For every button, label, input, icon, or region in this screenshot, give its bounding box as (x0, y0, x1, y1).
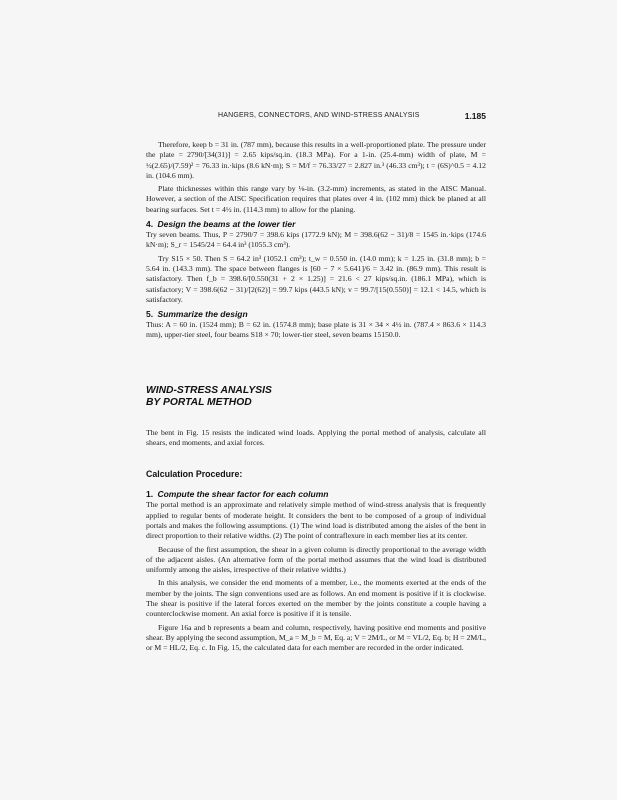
page-body (146, 140, 486, 657)
page-number: 1.185 (464, 111, 486, 121)
paragraph-try-seven-beams: Try seven beams. Thus, P = 2790/7 = 398.6 kips (1772.9 kN); M = 398.6(62 − 31)/8 = 1545 in.·kips (174.6 kN·m); S_r = 1545/24 = 64.4 in³ (1055.3 cm³). (146, 230, 486, 250)
running-head: HANGERS, CONNECTORS, AND WIND-STRESS ANALYSIS (218, 112, 420, 119)
step-1-heading (146, 489, 486, 499)
step-1-title: Compute the shear factor for each column (157, 489, 329, 500)
step-1-number: 1. (146, 489, 154, 500)
step-5-title: Summarize the design (157, 309, 248, 320)
paragraph-first-assumption: Because of the first assumption, the shear in a given column is directly proportional to the average width of the adjacent aisles. (An alternative form of the portal method assumes that the wind load is distributed uniformly among the aisles, irrespective of their relative widths.) (146, 544, 486, 575)
paragraph-figure-16: Figure 16a and b represents a beam and column, respectively, having positive end moments and positive shear. By applying the second assumption, M_a = M_b = M, Eq. a; V = 2M/L, or M = VL/2, Eq. b; H = 2M/L, or M = HL/2, Eq. c. In Fig. 15, the calculated data for each member are recorded in the order indicated. (146, 622, 486, 653)
page-header (146, 112, 486, 126)
paragraph-portal-method: The portal method is an approximate and relatively simple method of wind-stress analysis that is frequently applied to regular bents of moderate height. It considers the bent to be composed of a group of individual portals and makes the following assumptions. (1) The wind load is distributed among the aisles of the bent in direct proportion to their relative widths. (2) The point of contraflexure in each member lies at its center. (146, 500, 486, 541)
paragraph-plate-thickness: Plate thicknesses within this range vary by ⅛-in. (3.2-mm) increments, as stated in the AISC Manual. However, a section of the AISC Specification requires that plates over 4 in. (102 mm) thick be planed at all bearing surfaces. Set t = 4½ in. (114.3 mm) to allow for the planing. (146, 184, 486, 214)
step-4-number: 4. (146, 219, 154, 230)
paragraph-plate-width: Therefore, keep b = 31 in. (787 mm), because this results in a well-proportioned plate. The pressure under the plate = 2790/[34(31)] = 2.65 kips/sq.in. (18.3 MPa). For a 1-in. (25.4-mm) width of plate, M = ½(2.65)/(7.59)² = 76.33 in.·kips (8.6 kN·m); S = M/f = 76.33/27 = 2.827 in.³ (46.33 cm³); t = (6S)^0.5 = 4.12 in. (104.6 mm). (146, 140, 486, 180)
section-intro: The bent in Fig. 15 resists the indicated wind loads. Applying the portal method of analysis, calculate all shears, end moments, and axial forces. (146, 427, 486, 448)
procedure-title: Calculation Procedure: (146, 469, 243, 480)
step-5-number: 5. (146, 309, 154, 320)
paragraph-end-moments: In this analysis, we consider the end moments of a member, i.e., the moments exerted at the ends of the member by the joints. The sign conventions used are as follows. An end moment is positive if it is clockwise. The shear is positive if the lateral forces exerted on the member by the joints constitute a couple having a counterclockwise moment. An axial force is positive if it is tensile. (146, 578, 486, 619)
section-title (146, 385, 486, 410)
section-title-line-1: WIND-STRESS ANALYSIS (146, 384, 272, 396)
paragraph-try-s15: Try S15 × 50. Then S = 64.2 in³ (1052.1 cm³); t_w = 0.550 in. (14.0 mm); k = 1.25 in. (31.8 mm); b = 5.64 in. (143.3 mm). The space between flanges is [60 − 7 × 5.641]/6 = 3.42 in. (86.9 mm). This result is satisfactory. Then f_b = 398.6/[0.550(31 + 2 × 1.25)] = 21.6 < 27 kips/sq.in. (186.1 MPa), which is satisfactory; V = 398.6(62 − 31)/[2(62)] = 99.7 kips (443.5 kN); v = 99.7/[15(0.550)] = 12.1 < 14.5, which is satisfactory. (146, 253, 486, 304)
step-4-heading (146, 219, 486, 229)
step-4-title: Design the beams at the lower tier (157, 219, 296, 230)
step-5-heading (146, 309, 486, 319)
section-title-line-2: BY PORTAL METHOD (146, 397, 252, 409)
paragraph-design-summary: Thus: A = 60 in. (1524 mm); B = 62 in. (1574.8 mm); base plate is 31 × 34 × 4½ in. (787.4 × 863.6 × 114.3 mm), upper-tier steel, four beams S18 × 70; lower-tier steel, seven beams 15150.0. (146, 320, 486, 340)
